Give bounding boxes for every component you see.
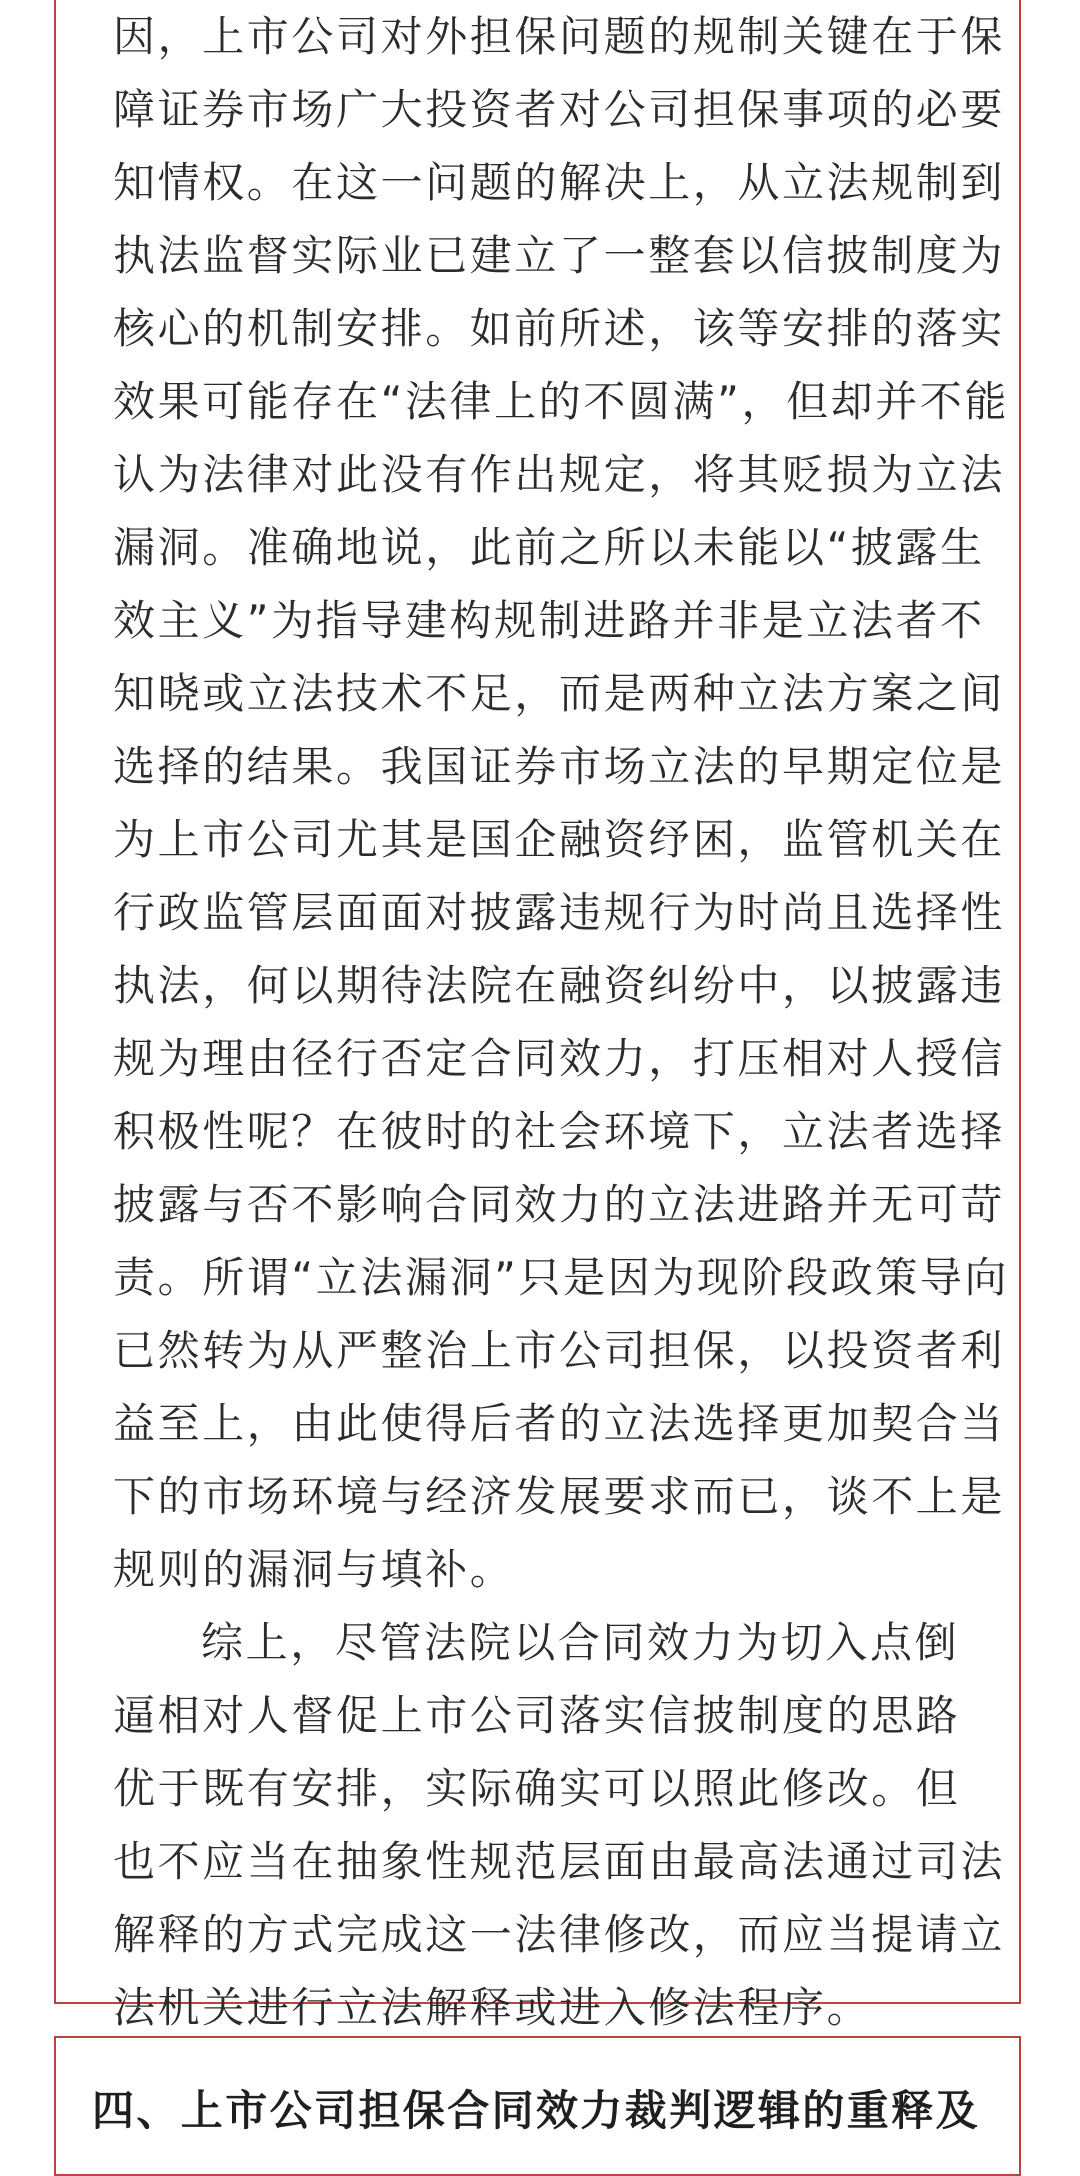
text-line: 知情权。在这一问题的解决上，从立法规制到 [113,158,1006,207]
text-line: 障证券市场广大投资者对公司担保事项的必要 [113,85,1006,134]
text-line: 法机关进行立法解释或进入修法程序。 [113,1983,872,2032]
paragraph-2 [113,1606,1006,2044]
text-line: 积极性呢？在彼时的社会环境下，立法者选择 [113,1107,1006,1156]
text-line: 效果可能存在“法律上的不圆满”，但却并不能 [113,377,1010,426]
text-line: 行政监管层面面对披露违规行为时尚且选择性 [113,888,1006,937]
text-line: 责。所谓“立法漏洞”只是因为现阶段政策导向 [113,1253,1010,1302]
text-line: 解释的方式完成这一法律修改，而应当提请立 [113,1910,1006,1959]
text-line: 核心的机制安排。如前所述，该等安排的落实 [113,304,1006,353]
text-line: 规为理由径行否定合同效力，打压相对人授信 [113,1034,1006,1083]
text-line: 益至上，由此使得后者的立法选择更加契合当 [113,1399,1006,1448]
text-line: 下的市场环境与经济发展要求而已，谈不上是 [113,1472,1006,1521]
text-line: 优于既有安排，实际确实可以照此修改。但 [113,1764,961,1813]
text-line: 因，上市公司对外担保问题的规制关键在于保 [113,12,1006,61]
text-line: 知晓或立法技术不足，而是两种立法方案之间 [113,669,1006,718]
text-line: 为上市公司尤其是国企融资纾困，监管机关在 [113,815,1006,864]
text-line: 披露与否不影响合同效力的立法进路并无可苛 [113,1180,1006,1229]
text-line: 规则的漏洞与填补。 [113,1545,515,1594]
text-line: 认为法律对此没有作出规定，将其贬损为立法 [113,450,1006,499]
text-line: 执法，何以期待法院在融资纠纷中，以披露违 [113,961,1006,1010]
section-heading: 四、上市公司担保合同效力裁判逻辑的重释及 [92,2086,981,2135]
text-line: 选择的结果。我国证券市场立法的早期定位是 [113,742,1006,791]
text-line: 已然转为从严整治上市公司担保，以投资者利 [113,1326,1006,1375]
text-line: 综上，尽管法院以合同效力为切入点倒 [201,1618,960,1667]
paragraph-1 [113,0,1010,1606]
text-line: 漏洞。准确地说，此前之所以未能以“披露生 [113,523,985,572]
text-line: 逼相对人督促上市公司落实信披制度的思路 [113,1691,961,1740]
text-line: 效主义”为指导建构规制进路并非是立法者不 [113,596,985,645]
text-line: 执法监督实际业已建立了一整套以信披制度为 [113,231,1006,280]
text-line: 也不应当在抽象性规范层面由最高法通过司法 [113,1837,1006,1886]
article-body [113,0,1010,2044]
